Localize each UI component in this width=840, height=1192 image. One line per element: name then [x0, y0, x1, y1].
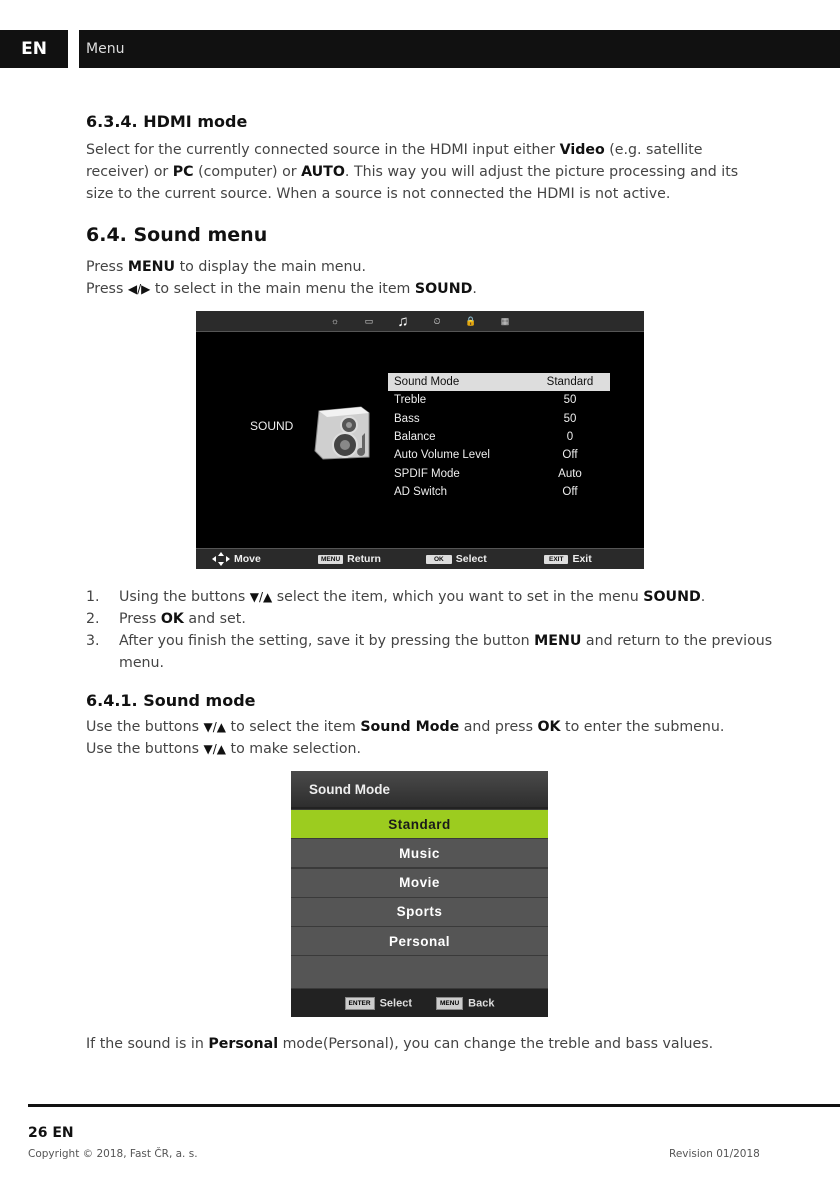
select-label: Select — [379, 996, 412, 1009]
item-number: 1. — [86, 589, 100, 605]
screen-icon: ▭ — [364, 315, 374, 326]
row-label: SPDIF Mode — [394, 467, 460, 480]
hdmi-paragraph — [86, 139, 766, 205]
text: After you finish the setting, save it by pressing the button — [119, 633, 535, 649]
arrows-icon: ◀/▶ — [127, 282, 151, 296]
grid-icon: ▦ — [500, 315, 510, 326]
item-number: 2. — [86, 611, 100, 627]
submenu-title: Sound Mode — [291, 771, 548, 809]
submenu-help-bar — [291, 989, 548, 1017]
row-label: Sound Mode — [394, 376, 460, 389]
row-value: Off — [562, 449, 578, 462]
row-value: Standard — [546, 376, 594, 389]
sound-menu-heading: 6.4. Sound menu — [86, 224, 268, 246]
ok-key-icon: OK — [426, 555, 452, 564]
row-value: Off — [562, 485, 578, 498]
exit-hint — [544, 553, 592, 565]
arrows-icon: ▼/▲ — [203, 742, 227, 756]
text: Use the buttons — [86, 719, 204, 735]
personal-note-text — [86, 1033, 786, 1055]
bold-text: Personal — [208, 1036, 279, 1052]
text: and press — [459, 719, 538, 735]
text: (computer) or — [193, 164, 302, 180]
sound-mode-submenu-screenshot — [291, 771, 548, 1017]
bold-text: MENU — [534, 633, 582, 649]
menu-row[interactable] — [388, 483, 610, 501]
text: and return to the previous menu. — [119, 633, 773, 671]
exit-label: Exit — [572, 553, 592, 565]
steps-list — [86, 586, 786, 674]
option-personal[interactable]: Personal — [291, 927, 548, 955]
list-item — [86, 608, 786, 630]
bold-text: MENU — [127, 259, 176, 275]
option-movie[interactable]: Movie — [291, 869, 548, 897]
section-title: Menu — [86, 41, 125, 57]
back-label: Back — [468, 996, 495, 1009]
text: . — [472, 281, 477, 297]
text: to select in the main menu the item — [150, 281, 415, 297]
language-tab: EN — [0, 30, 68, 68]
return-label: Return — [347, 553, 381, 565]
page-number: 26 EN — [28, 1125, 74, 1141]
bold-text: AUTO — [301, 164, 345, 180]
menu-key-icon: MENU — [436, 997, 463, 1010]
row-value: 0 — [566, 431, 574, 444]
select-hint — [426, 553, 487, 565]
revision: Revision 01/2018 — [669, 1148, 760, 1160]
move-arrows-icon — [212, 552, 230, 566]
lock-icon: 🔒 — [465, 315, 477, 326]
bold-text: Sound Mode — [360, 719, 460, 735]
row-label: Balance — [394, 431, 436, 444]
text: If the sound is in — [86, 1036, 209, 1052]
sound-mode-section — [86, 691, 766, 760]
text: to select the item — [226, 719, 361, 735]
menu-top-icons — [196, 311, 644, 332]
select-label: Select — [455, 553, 487, 565]
sound-mode-heading: 6.4.1. Sound mode — [86, 691, 256, 710]
row-label: Bass — [394, 412, 420, 425]
sound-mode-line-2 — [86, 738, 766, 760]
bold-text: SOUND — [414, 281, 473, 297]
text: Using the buttons — [119, 589, 250, 605]
picture-icon: ☼ — [330, 316, 340, 326]
menu-row[interactable] — [388, 410, 610, 428]
sound-settings-list — [388, 373, 610, 501]
bold-text: OK — [160, 611, 184, 627]
option-sports[interactable]: Sports — [291, 898, 548, 926]
bold-text: OK — [537, 719, 561, 735]
text: select the item, which you want to set in the menu — [272, 589, 644, 605]
text: Press — [119, 611, 161, 627]
menu-row[interactable] — [388, 464, 610, 482]
bold-text: PC — [172, 164, 194, 180]
sound-menu-line-1 — [86, 256, 766, 278]
bold-text: Video — [559, 142, 605, 158]
move-label: Move — [234, 553, 261, 565]
move-hint — [212, 552, 261, 566]
arrows-icon: ▼/▲ — [249, 590, 273, 604]
row-label: AD Switch — [394, 485, 448, 498]
return-hint — [318, 553, 381, 565]
sound-menu-line-2 — [86, 278, 766, 300]
enter-key-icon: ENTER — [345, 997, 375, 1010]
text: . — [700, 589, 706, 605]
exit-key-icon: EXIT — [544, 555, 568, 564]
personal-note — [86, 1033, 786, 1055]
text: Press — [86, 259, 128, 275]
text: (e.g. satellite receiver) or — [86, 142, 703, 180]
list-item — [86, 630, 786, 674]
item-number: 3. — [86, 633, 100, 649]
footer-divider — [28, 1104, 840, 1107]
row-value: 50 — [563, 394, 577, 407]
hdmi-heading: 6.3.4. HDMI mode — [86, 112, 248, 131]
sound-menu-section — [86, 224, 766, 300]
copyright: Copyright © 2018, Fast ČR, a. s. — [28, 1148, 198, 1160]
text: Select for the currently connected source in the HDMI input either — [86, 142, 560, 158]
sound-mode-options — [291, 809, 548, 988]
text: to display the main menu. — [175, 259, 367, 275]
row-value: Auto — [558, 467, 582, 480]
option-music[interactable]: Music — [291, 839, 548, 867]
select-hint — [345, 997, 412, 1010]
text: and set. — [183, 611, 246, 627]
row-label: Treble — [394, 394, 427, 407]
row-value: 50 — [563, 412, 577, 425]
option-empty — [291, 956, 548, 988]
sound-mode-line-1 — [86, 716, 766, 738]
music-note-icon: ♫ — [397, 312, 409, 330]
arrows-icon: ▼/▲ — [203, 720, 227, 734]
hdmi-section — [86, 112, 766, 205]
text: mode(Personal), you can change the treble and bass values. — [278, 1036, 714, 1052]
speaker-icon — [309, 403, 377, 461]
text: Press — [86, 281, 128, 297]
section-header — [79, 30, 840, 68]
menu-row[interactable] — [388, 428, 610, 446]
option-standard[interactable]: Standard — [291, 810, 548, 838]
back-hint — [436, 997, 494, 1010]
menu-row[interactable] — [388, 391, 610, 409]
menu-key-icon: MENU — [318, 555, 343, 564]
tv-sound-menu-screenshot — [196, 311, 644, 569]
text: Use the buttons — [86, 741, 204, 757]
bold-text: SOUND — [643, 589, 701, 605]
text: to enter the submenu. — [560, 719, 725, 735]
menu-row[interactable] — [388, 373, 610, 391]
menu-row[interactable] — [388, 446, 610, 464]
menu-help-bar — [196, 548, 644, 569]
timer-icon: ⏲ — [433, 315, 441, 326]
sound-label: SOUND — [250, 419, 294, 433]
text: to make selection. — [226, 741, 362, 757]
text: . This way you will adjust the picture processing and its size to the current source. When a source is not connected the HDMI is not active. — [86, 164, 739, 202]
list-item — [86, 586, 786, 608]
row-label: Auto Volume Level — [394, 449, 490, 462]
